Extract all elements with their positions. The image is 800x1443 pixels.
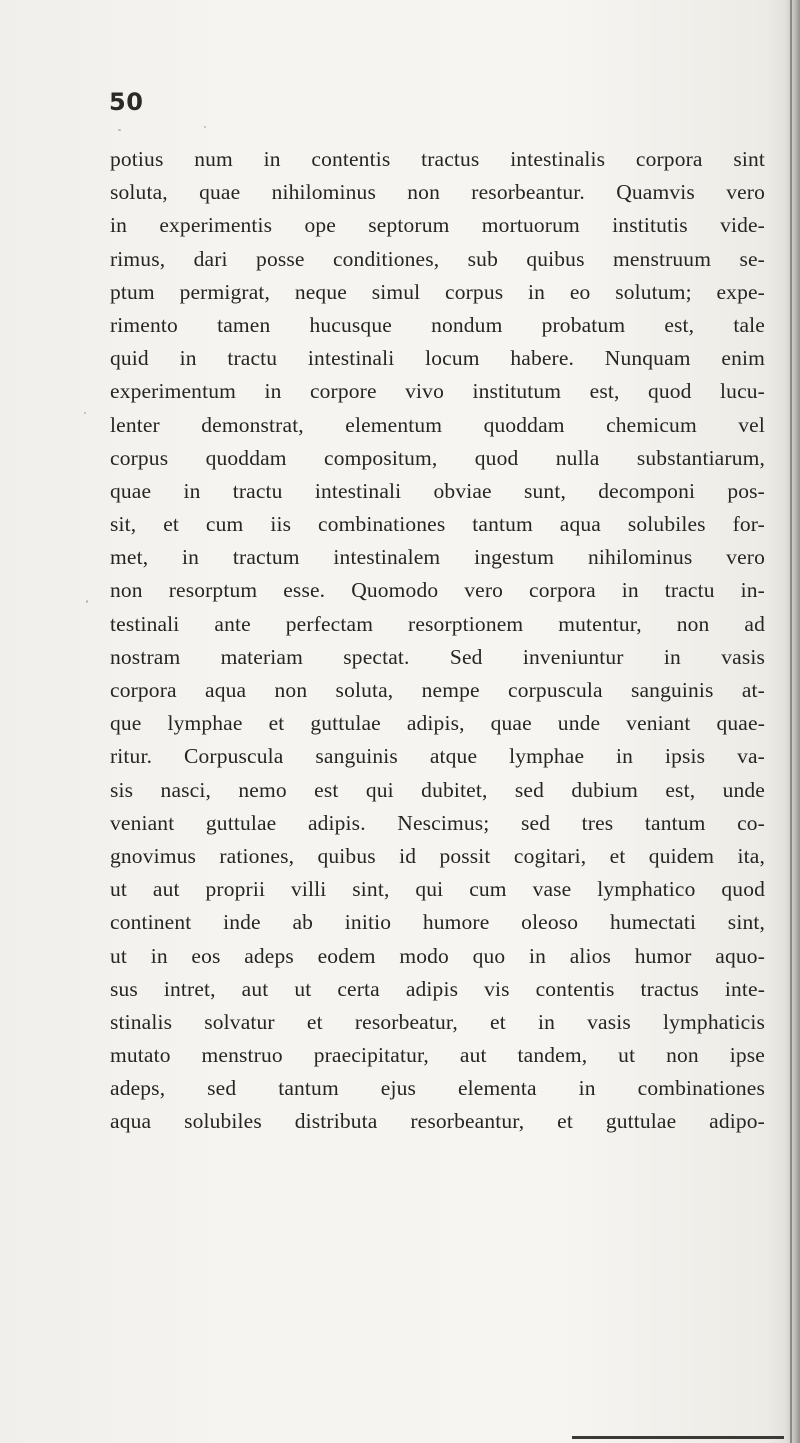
text-line: mutato menstruo praecipitatur, aut tandem, ut non ipse <box>110 1043 765 1068</box>
text-line: adeps, sed tantum ejus elementa in combinationes <box>110 1076 765 1101</box>
paper-speck <box>86 600 88 603</box>
text-line: corpora aqua non soluta, nempe corpuscula sanguinis at- <box>110 678 765 702</box>
text-line: ptum permigrat, neque simul corpus in eo solutum; expe- <box>110 279 765 304</box>
text-line: ritur. Corpuscula sanguinis atque lymphae in ipsis va- <box>110 744 765 769</box>
text-line: sus intret, aut ut certa adipis vis contentis tractus inte- <box>110 976 765 1001</box>
text-line: veniant guttulae adipis. Nescimus; sed tres tantum co- <box>110 810 765 835</box>
paper-speck <box>118 129 121 131</box>
text-line: corpus quoddam compositum, quod nulla substantiarum, <box>110 445 765 470</box>
text-line: non resorptum esse. Quomodo vero corpora in tractu in- <box>110 578 765 603</box>
text-line: quae in tractu intestinali obviae sunt, decomponi pos- <box>110 478 765 503</box>
page-number: 50 <box>109 88 144 116</box>
text-line: nostram materiam spectat. Sed inveniuntur in vasis <box>110 644 765 669</box>
bottom-edge-rule <box>572 1436 784 1439</box>
text-line: in experimentis ope septorum mortuorum institutis vide- <box>110 213 765 238</box>
text-line: que lymphae et guttulae adipis, quae unde veniant quae- <box>110 711 765 736</box>
text-line: sit, et cum iis combinationes tantum aqua solubiles for- <box>110 512 765 537</box>
text-line: ut in eos adeps eodem modo quo in alios humor aquo- <box>110 943 765 968</box>
text-line: gnovimus rationes, quibus id possit cogitari, et quidem ita, <box>110 843 765 868</box>
text-line: quid in tractu intestinali locum habere. Nunquam enim <box>110 346 765 371</box>
body-paragraph <box>110 143 765 1139</box>
text-line: testinali ante perfectam resorptionem mutentur, non ad <box>110 611 765 636</box>
text-line: rimus, dari posse conditiones, sub quibus menstruum se- <box>110 246 765 271</box>
paper-speck <box>204 126 206 128</box>
text-line: rimento tamen hucusque nondum probatum est, tale <box>110 312 765 337</box>
page-edge-shadow <box>786 0 800 1443</box>
page-edge-line <box>790 0 792 1443</box>
text-line: ut aut proprii villi sint, qui cum vase lymphatico quod <box>110 877 765 902</box>
text-line: sis nasci, nemo est qui dubitet, sed dubium est, unde <box>110 777 765 802</box>
text-line: experimentum in corpore vivo institutum est, quod lucu- <box>110 379 765 404</box>
text-line: lenter demonstrat, elementum quoddam chemicum vel <box>110 412 765 437</box>
text-line: soluta, quae nihilominus non resorbeantur. Quamvis vero <box>110 180 765 205</box>
text-line: aqua solubiles distributa resorbeantur, et guttulae adipo- <box>110 1109 765 1134</box>
text-line: met, in tractum intestinalem ingestum nihilominus vero <box>110 545 765 570</box>
text-line: potius num in contentis tractus intestinalis corpora sint <box>110 147 765 171</box>
text-line: continent inde ab initio humore oleoso humectati sint, <box>110 910 765 935</box>
text-line: stinalis solvatur et resorbeatur, et in vasis lymphaticis <box>110 1009 765 1034</box>
paper-speck <box>84 412 86 414</box>
